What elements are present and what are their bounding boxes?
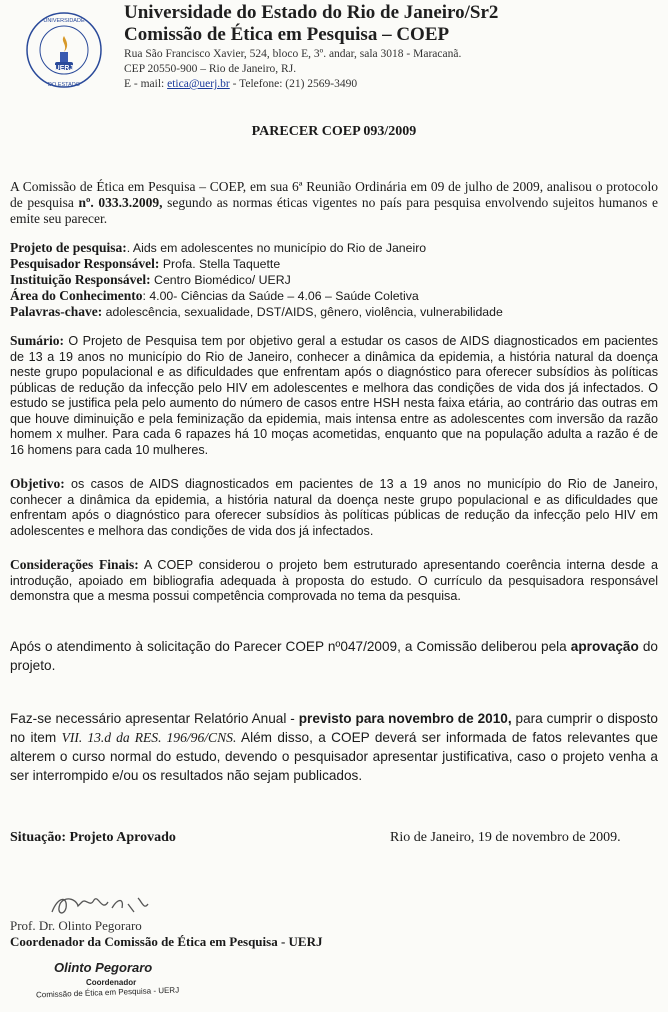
svg-text:UNIVERSIDADE: UNIVERSIDADE [43,18,85,24]
header-title: Universidade do Estado do Rio de Janeiro/Sr2 [124,2,499,23]
email-link[interactable]: etica@uerj.br [167,78,230,90]
relatorio-paragraph: Faz-se necessário apresentar Relatório Anual - previsto para novembro de 2010, para cumprir o disposto no item VII. 13.d da RES. 196/96/CNS. Além disso, a COEP deverá ser informada de fatos relevantes que alterem o curso normal do estudo, devendo o pesquisador apresentar justificativa, caso o projeto venha a ser interrompido e/ou os resultados não sejam publicados. [10,711,658,783]
coordinator-stamp [36,958,196,1008]
sumario-paragraph: Sumário: O Projeto de Pesquisa tem por objetivo geral a estudar os casos de AIDS diagnosticados em pacientes de 13 a 19 anos no município do Rio de Janeiro, conhecer a dinâmica da epidemia, a história natural da doença neste grupo populacional e as dificuldades que enfrentam após o diagnóstico para oferecer subsídios às políticas públicas de redução da infecção pelo HIV em adolescentes e melhora das condições de vida dos já infectados. O estudo se justifica pela pelo aumento do número de casos entre HSH nesta faixa etária, ao contrário das outras em que houve diminuição e pela feminização da epidemia, mais intensa entre as adolescentes com inversão da razão homem x mulher. Para cada 6 rapazes há 10 moças acometidas, enquanto que na população adulta a razão é de 16 homens para cada 10 mulheres. [10,333,658,457]
field-pesquisador: Pesquisador Responsável: Profa. Stella Taquette [10,256,281,271]
field-area: Área do Conhecimento: 4.00- Ciências da Saúde – 4.06 – Saúde Coletiva [10,288,419,303]
field-projeto: Projeto de pesquisa:. Aids em adolescentes no município do Rio de Janeiro [10,240,427,255]
header-contact [124,78,357,91]
intro-paragraph: A Comissão de Ética em Pesquisa – COEP, em sua 6ª Reunião Ordinária em 09 de julho de 2009, analisou o protocolo de pesquisa nº. 033.3.2009, segundo as normas éticas vigentes no país para pesquisa envolvendo sujeitos humanos e emite seu parecer. [10,179,659,226]
document-title: PARECER COEP 093/2009 [251,124,417,139]
field-instituicao: Instituição Responsável: Centro Biomédico/ UERJ [10,272,291,287]
email-prefix: E - mail: [124,78,168,90]
svg-text:UERJ: UERJ [54,65,74,72]
phone-text: - Telefone: (21) 2569-3490 [229,78,358,90]
uerj-seal-logo [20,10,108,90]
date-line: Rio de Janeiro, 19 de novembro de 2009. [390,830,621,845]
signer-role: Coordenador da Comissão de Ética em Pesquisa - UERJ [10,934,323,949]
field-palavras-chave: Palavras-chave: adolescência, sexualidade, DST/AIDS, gênero, violência, vulnerabilidade [10,304,503,319]
aprovacao-paragraph: Após o atendimento à solicitação do Parecer COEP nº047/2009, a Comissão deliberou pela aprovação do projeto. [10,639,658,673]
stamp-role: Coordenador [86,978,137,987]
header-address: Rua São Francisco Xavier, 524, bloco E, 3º. andar, sala 3018 - Maracanã. [124,48,462,60]
stamp-name: Olinto Pegoraro [54,960,153,975]
header-subtitle: Comissão de Ética em Pesquisa – COEP [124,24,450,45]
consideracoes-paragraph: Considerações Finais: A COEP considerou o projeto bem estruturado apresentando coerência interna desde a introdução, apoiado em bibliografia adequada à proposta do estudo. O currículo da pesquisadora responsável demonstra que a mesma possui competência comprovada no tema da pesquisa. [10,557,658,603]
svg-text:DO ESTADO: DO ESTADO [48,82,80,88]
stamp-org: Comissão de Ética em Pesquisa - UERJ [35,985,180,1000]
objetivo-paragraph: Objetivo: os casos de AIDS diagnosticados em pacientes de 13 a 19 anos no município do Rio de Janeiro, conhecer a dinâmica da epidemia, a história natural da doença neste grupo populacional e as dificuldades que enfrentam após o diagnóstico para oferecer subsídios às políticas públicas de redução da infecção pelo HIV em adolescentes e melhora das condições de vida dos já infectados. [10,476,658,538]
signer-name: Prof. Dr. Olinto Pegoraro [10,918,142,933]
situacao-status: Situação: Projeto Aprovado [10,830,176,845]
header-cep: CEP 20550-900 – Rio de Janeiro, RJ. [124,63,297,75]
